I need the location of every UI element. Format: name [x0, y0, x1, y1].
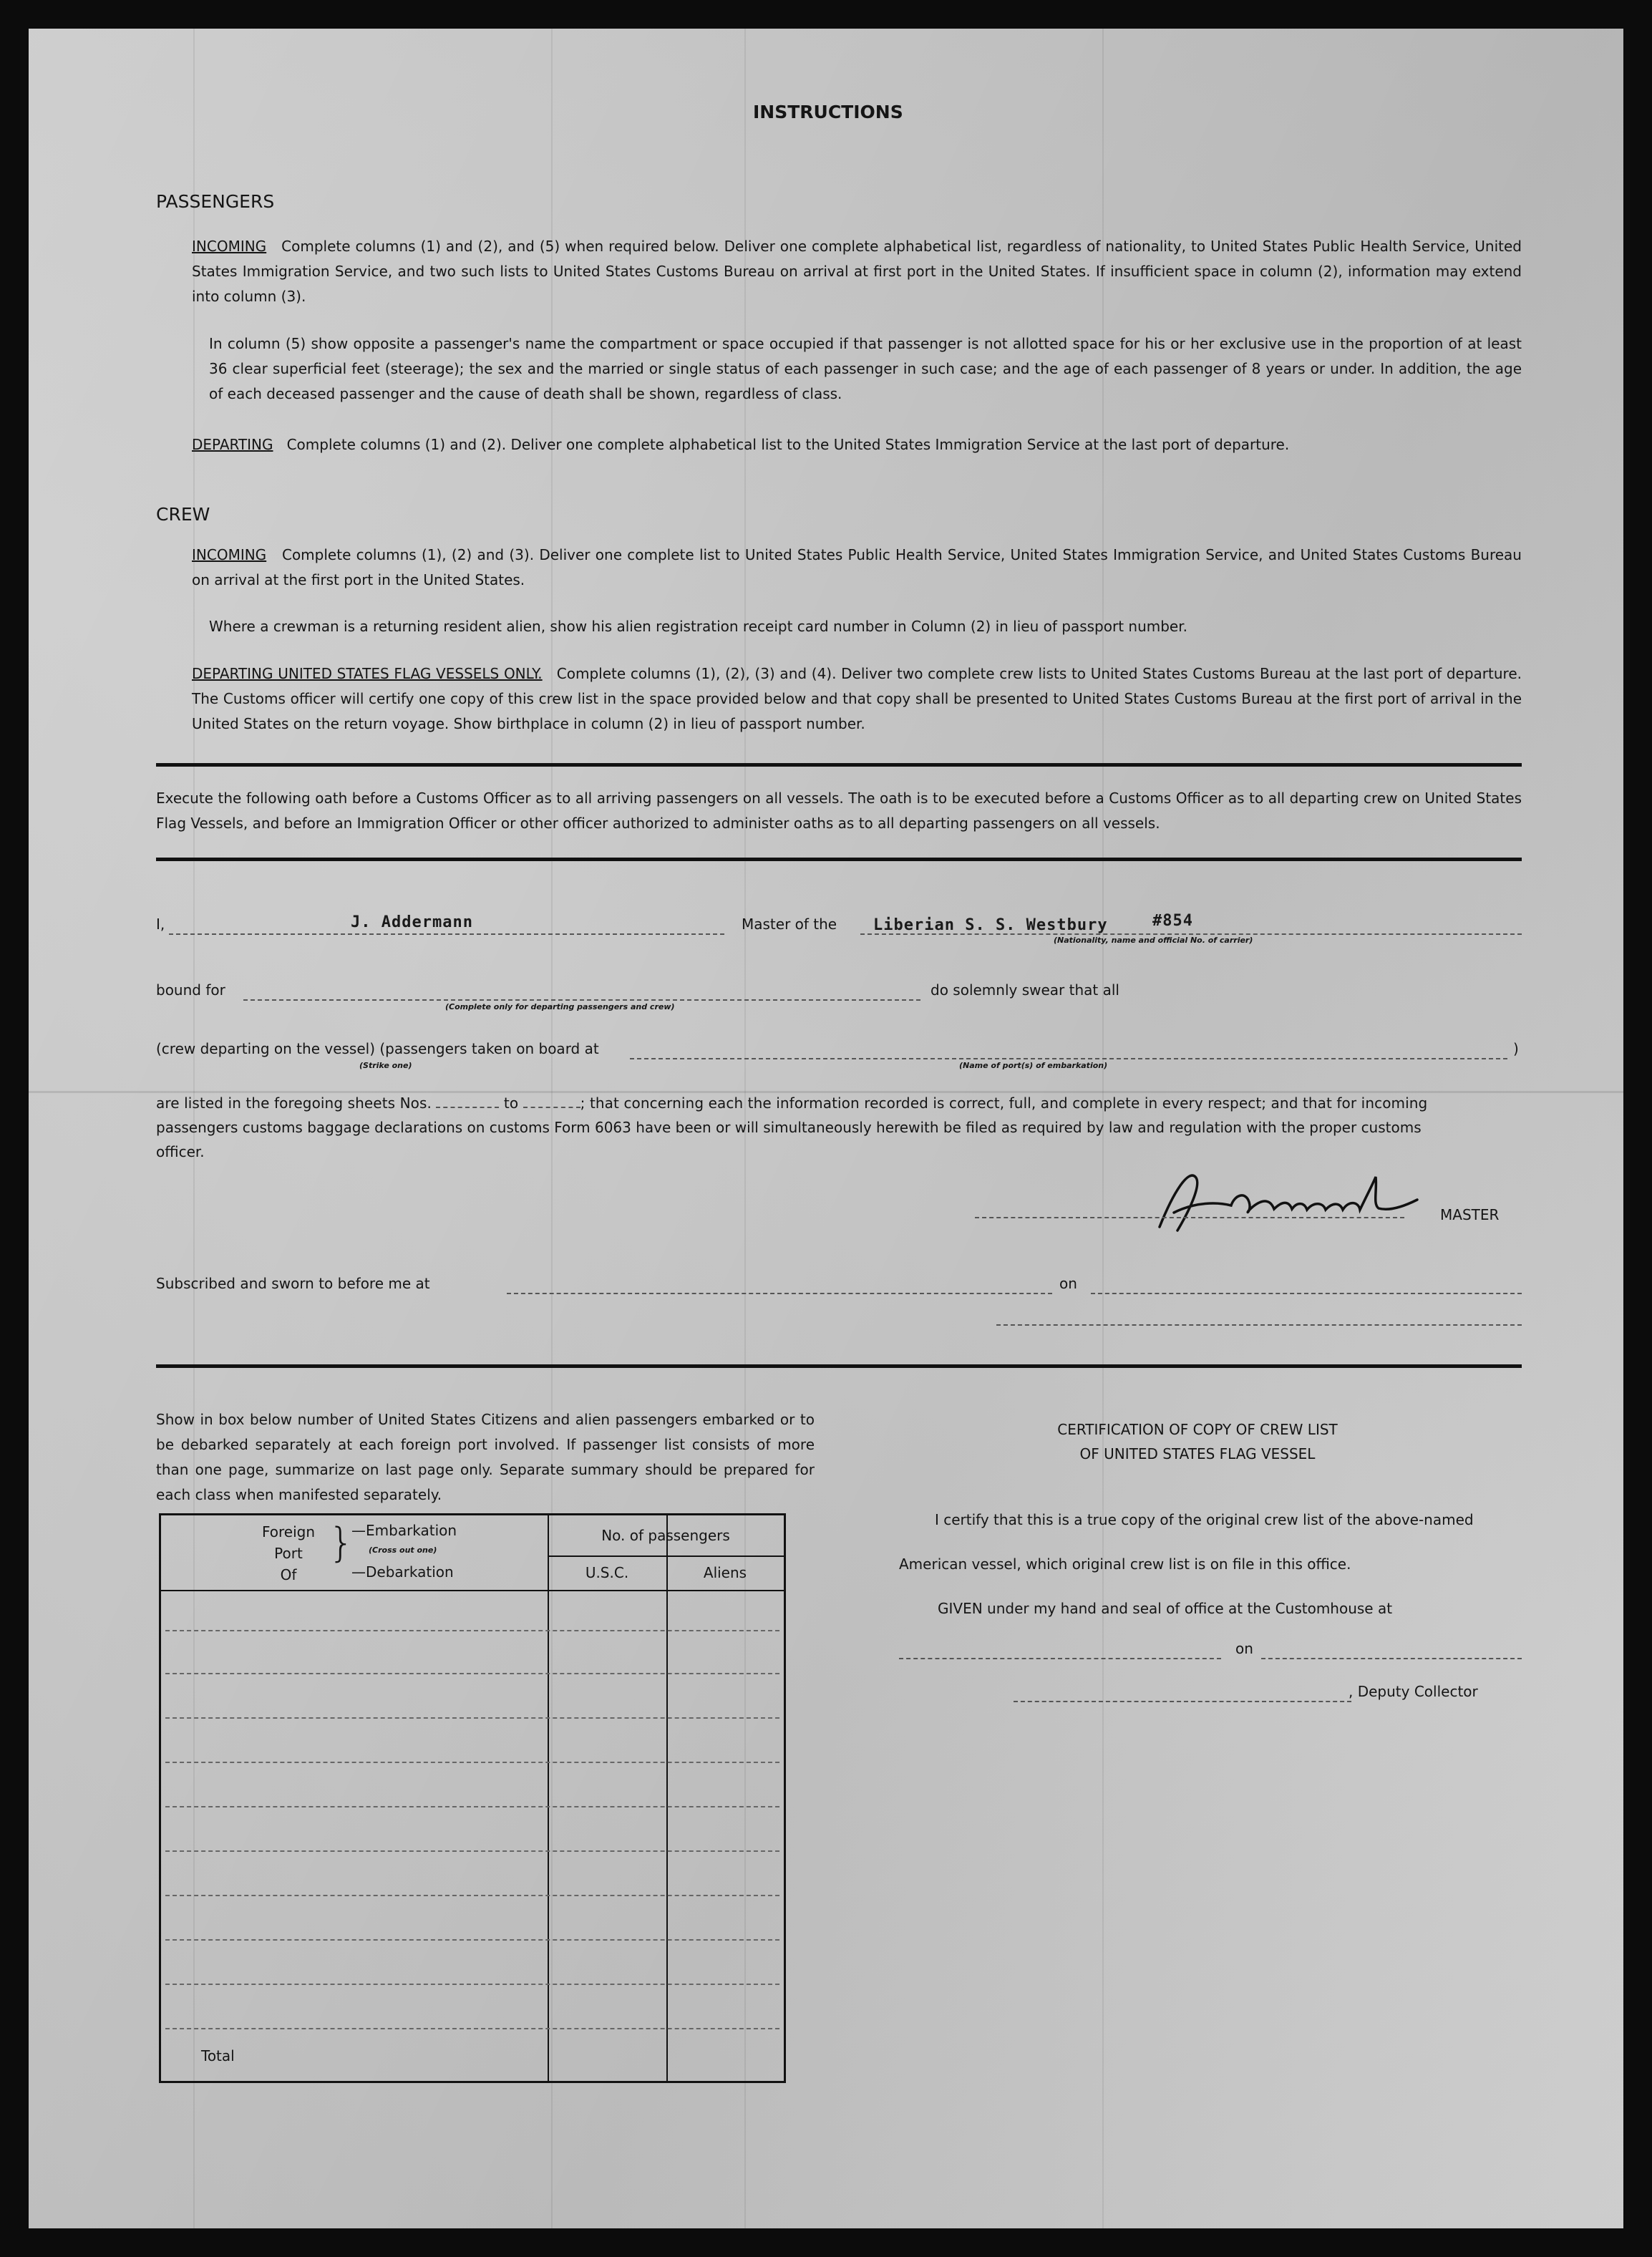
embarkation-label: —Embarkation	[351, 1522, 457, 1539]
page-title: INSTRUCTIONS	[753, 102, 903, 122]
vessel-caption: (Nationality, name and official No. of carrier)	[1054, 936, 1253, 945]
to-label: to	[503, 1094, 519, 1112]
subscribed-on-label: on	[1059, 1275, 1077, 1292]
passengers-column5-text: In column (5) show opposite a passenger's name the compartment or space occupied if that passenger is not allotted space for his or her exclusive use in the proportion of at least 36 clear superficial feet (steerage); the sex and the married or single status of each passenger in such case; and the age of each passenger of 8 years or under. In addition, the age of each deceased passenger and the cause of death shall be shown, regardless of class.	[209, 335, 1522, 402]
officer-text: officer.	[156, 1143, 205, 1160]
bound-for-caption: (Complete only for departing passengers and crew)	[445, 1002, 675, 1011]
no-of-passengers-header: No. of passengers	[601, 1527, 730, 1544]
listed-line	[156, 1091, 1427, 1116]
crew-departing	[192, 661, 1522, 737]
passengers-incoming-label: INCOMING	[192, 238, 267, 255]
foreign-port-of-label	[246, 1521, 331, 1586]
crew-incoming-text: Complete columns (1), (2) and (3). Deliver one complete list to United States Public Health Service, United States Immigration Service, and United States Customs Bureau on arrival at the first port in the United States.	[192, 546, 1522, 588]
oath-intro: Execute the following oath before a Customs Officer as to all arriving passengers on all vessels. The oath is to be executed before a Customs Officer as to all departing crew on United States Flag Vessels, and before an Immigration Officer or other officer authorized to administer oaths as to all departing passengers on all vessels.	[156, 790, 1522, 832]
table-divider	[666, 1515, 668, 2081]
table-row	[165, 1762, 779, 1763]
passengers-heading: PASSENGERS	[156, 191, 275, 212]
certification-date-line	[1261, 1658, 1522, 1659]
cross-out-caption: (Cross out one)	[369, 1545, 437, 1555]
deputy-collector-line	[1014, 1701, 1351, 1702]
officer-line	[996, 1324, 1522, 1326]
passengers-departing	[192, 432, 1522, 457]
crew-resident-text: Where a crewman is a returning resident alien, show his alien registration receipt card number in Column (2) in lieu of passport number.	[209, 618, 1187, 635]
crew-heading: CREW	[156, 504, 210, 525]
master-label: MASTER	[1440, 1206, 1500, 1223]
port-label: Port	[274, 1545, 303, 1562]
document-page	[29, 29, 1623, 2228]
divider	[156, 858, 1522, 861]
foreign-label: Foreign	[261, 1523, 316, 1540]
customhouse-line	[899, 1658, 1221, 1659]
divider	[156, 763, 1522, 767]
certify-line2: American vessel, which original crew list is on file in this office.	[899, 1555, 1351, 1573]
bound-for-line	[243, 999, 920, 1001]
total-label: Total	[201, 2047, 235, 2064]
table-divider	[548, 1515, 549, 2081]
subscribed-place-line	[507, 1293, 1052, 1294]
sheet-from-blank	[436, 1097, 499, 1108]
table-row	[165, 1630, 779, 1631]
crew-incoming-label: INCOMING	[192, 546, 267, 563]
baggage-text: passengers customs baggage declarations on customs Form 6063 have been or will simultaneously herewith be filed as required by law and regulation with the proper customs	[156, 1119, 1422, 1136]
usc-header: U.S.C.	[585, 1564, 629, 1581]
certification-heading-line1: CERTIFICATION OF COPY OF CREW LIST	[1057, 1421, 1338, 1438]
crew-departing-text: Complete columns (1), (2), (3) and (4). Deliver two complete crew lists to United States Customs Bureau at the last port of departure. The Customs officer will certify one copy of this crew list in the space provided below and that copy shall be presented to United States Customs Bureau at the first port of arrival in the United States on the return voyage. Show birthplace in column (2) in lieu of passport number.	[192, 665, 1522, 732]
table-row	[165, 1717, 779, 1719]
summary-instructions: Show in box below number of United States Citizens and alien passengers embarked or to be debarked separately at each foreign port involved. If passenger list consists of more than one page, summarize on last page only. Separate summary should be prepared for each class when manifested separately.	[156, 1411, 815, 1503]
master-name-line	[169, 933, 724, 935]
sheet-to-blank	[523, 1097, 580, 1108]
table-row	[165, 1673, 779, 1674]
strike-one-caption: (Strike one)	[359, 1061, 412, 1070]
certify-line1: I certify that this is a true copy of the original crew list of the above-named	[935, 1511, 1474, 1528]
table-row	[165, 1984, 779, 1985]
passengers-departing-text: Complete columns (1) and (2). Deliver one complete alphabetical list to the United States Immigration Service at the last port of departure.	[286, 436, 1290, 453]
ports-close-paren: )	[1513, 1040, 1519, 1057]
master-signature-line	[975, 1217, 1404, 1218]
subscribed-text: Subscribed and sworn to before me at	[156, 1275, 430, 1292]
table-row	[165, 1806, 779, 1807]
aliens-header: Aliens	[703, 1564, 747, 1581]
certification-heading-line2: OF UNITED STATES FLAG VESSEL	[1079, 1445, 1316, 1462]
master-of-label: Master of the	[742, 916, 837, 933]
ports-caption: (Name of port(s) of embarkation)	[959, 1061, 1108, 1070]
crew-departing-label: DEPARTING UNITED STATES FLAG VESSELS ONLY.	[192, 665, 543, 682]
bound-for-label: bound for	[156, 981, 225, 999]
ports-line	[630, 1058, 1507, 1059]
table-row	[165, 1895, 779, 1896]
passengers-incoming	[192, 234, 1522, 309]
subscribed-date-line	[1091, 1293, 1522, 1294]
swear-text: do solemnly swear that all	[931, 981, 1119, 999]
passenger-summary-table	[159, 1513, 786, 2083]
master-signature	[1145, 1163, 1446, 1241]
listed-text: are listed in the foregoing sheets Nos.	[156, 1094, 432, 1112]
given-text: GIVEN under my hand and seal of office at the Customhouse at	[938, 1600, 1393, 1617]
concerning-text: ; that concerning each the information recorded is correct, full, and complete in every respect; and that for incoming	[580, 1094, 1428, 1112]
debarkation-label: —Debarkation	[351, 1563, 454, 1581]
table-row	[165, 1939, 779, 1941]
oath-i-label: I,	[156, 916, 165, 933]
crew-departing-text: (crew departing on the vessel) (passengers taken on board at	[156, 1040, 599, 1057]
vessel-number-value: #854	[1152, 912, 1193, 930]
deputy-collector-label: , Deputy Collector	[1349, 1683, 1478, 1700]
certification-heading	[888, 1417, 1507, 1466]
vessel-value: Liberian S. S. Westbury	[873, 916, 1108, 934]
of-label: Of	[280, 1566, 297, 1583]
passengers-incoming-text: Complete columns (1) and (2), and (5) when required below. Deliver one complete alphabetical list, regardless of nationality, to United States Public Health Service, United States Immigration Service, and two such lists to United States Customs Bureau on arrival at first port in the United States. If insufficient space in column (2), information may extend into column (3).	[192, 238, 1522, 305]
table-row	[165, 2028, 779, 2029]
master-name-value: J. Addermann	[351, 913, 473, 931]
passengers-departing-label: DEPARTING	[192, 436, 273, 453]
divider	[156, 1364, 1522, 1368]
table-divider	[161, 1590, 784, 1591]
crew-incoming	[192, 543, 1522, 593]
table-divider	[548, 1555, 784, 1557]
table-row	[165, 1850, 779, 1852]
certification-on-label: on	[1235, 1640, 1253, 1657]
brace-symbol: }	[329, 1520, 354, 1566]
